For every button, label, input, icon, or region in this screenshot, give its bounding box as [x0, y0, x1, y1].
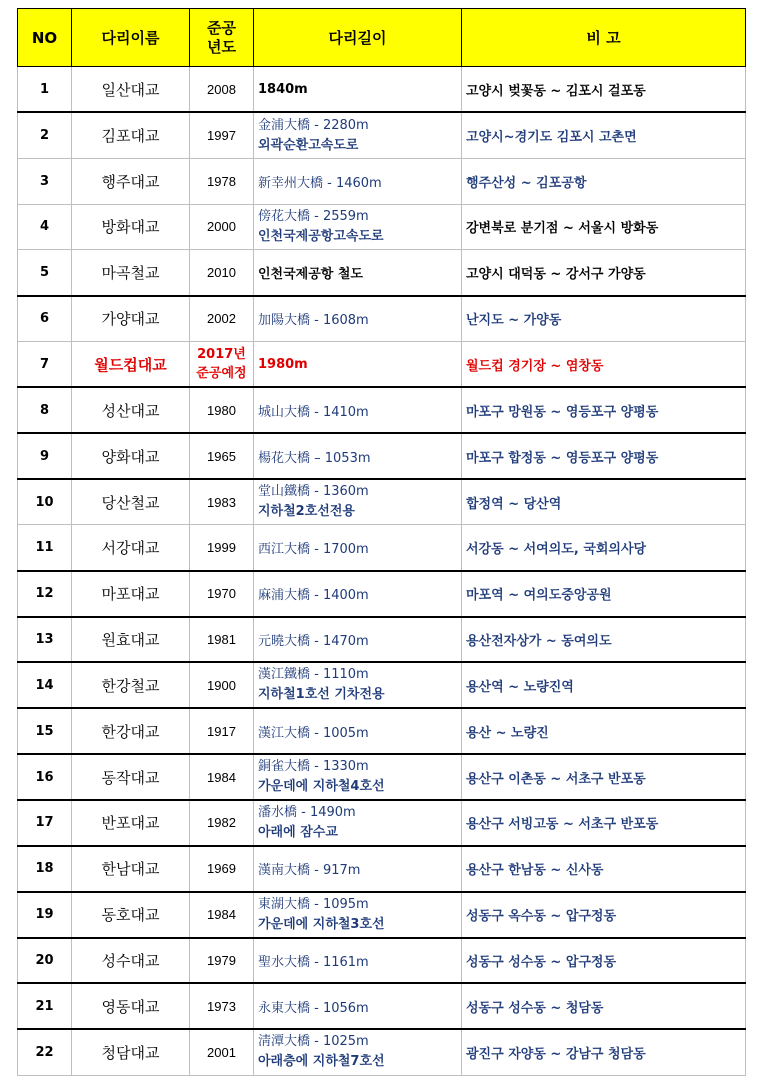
bridge-name: 청담대교 — [72, 1029, 190, 1075]
bridge-note: 용산 ~ 노량진 — [462, 708, 746, 754]
table-row — [18, 433, 746, 479]
completion-year: 1978 — [190, 158, 254, 204]
bridge-length-line1: 東湖大橋 - 1095m — [258, 896, 369, 912]
row-number: 15 — [18, 708, 72, 754]
bridge-name: 성수대교 — [72, 938, 190, 984]
bridge-note: 월드컵 경기장 ~ 염창동 — [462, 342, 746, 388]
completion-year: 1917 — [190, 708, 254, 754]
completion-year: 1969 — [190, 846, 254, 892]
completion-year-line1: 2017년 — [197, 347, 246, 363]
bridge-note: 성동구 옥수동 ~ 압구정동 — [462, 892, 746, 938]
header-year-line2: 년도 — [207, 37, 236, 56]
bridge-name: 반포대교 — [72, 800, 190, 846]
bridge-note: 용산전자상가 ~ 동여의도 — [462, 617, 746, 663]
table-row — [18, 67, 746, 113]
bridge-note: 강변북로 분기점 ~ 서울시 방화동 — [462, 204, 746, 250]
bridge-name: 월드컵대교 — [72, 342, 190, 388]
table-row — [18, 617, 746, 663]
bridge-length — [254, 754, 462, 800]
completion-year: 1997 — [190, 112, 254, 158]
bridge-name: 영동대교 — [72, 983, 190, 1029]
row-number: 6 — [18, 296, 72, 342]
row-number: 5 — [18, 250, 72, 296]
bridge-length-line1: 淸潭大橋 - 1025m — [258, 1034, 369, 1050]
completion-year: 1983 — [190, 479, 254, 525]
bridge-note: 고양시~경기도 김포시 고촌면 — [462, 112, 746, 158]
bridge-note: 용산구 이촌동 ~ 서초구 반포동 — [462, 754, 746, 800]
bridge-name: 마곡철교 — [72, 250, 190, 296]
bridge-length-line1: 銅雀大橋 - 1330m — [258, 759, 369, 775]
completion-year: 2008 — [190, 67, 254, 113]
row-number: 2 — [18, 112, 72, 158]
bridge-name: 가양대교 — [72, 296, 190, 342]
bridge-length: 元曉大橋 - 1470m — [254, 617, 462, 663]
bridge-note: 고양시 벚꽃동 ~ 김포시 걸포동 — [462, 67, 746, 113]
table-row — [18, 112, 746, 158]
row-number: 3 — [18, 158, 72, 204]
bridge-name: 한남대교 — [72, 846, 190, 892]
row-number: 9 — [18, 433, 72, 479]
bridge-length-line2: 가운데에 지하철3호선 — [258, 916, 385, 932]
row-number: 21 — [18, 983, 72, 1029]
table-row — [18, 662, 746, 708]
bridge-length: 麻浦大橋 - 1400m — [254, 571, 462, 617]
table-row — [18, 204, 746, 250]
completion-year: 1980 — [190, 387, 254, 433]
bridge-name: 양화대교 — [72, 433, 190, 479]
table-row — [18, 846, 746, 892]
bridge-note: 용산구 한남동 ~ 신사동 — [462, 846, 746, 892]
table-row — [18, 571, 746, 617]
header-no: NO — [18, 9, 72, 67]
row-number: 1 — [18, 67, 72, 113]
row-number: 20 — [18, 938, 72, 984]
row-number: 7 — [18, 342, 72, 388]
row-number: 19 — [18, 892, 72, 938]
completion-year: 2010 — [190, 250, 254, 296]
row-number: 14 — [18, 662, 72, 708]
row-number: 4 — [18, 204, 72, 250]
completion-year — [190, 342, 254, 388]
bridge-note: 광진구 자양동 ~ 강남구 청담동 — [462, 1029, 746, 1075]
row-number: 12 — [18, 571, 72, 617]
bridge-note: 행주산성 ~ 김포공항 — [462, 158, 746, 204]
bridge-length — [254, 1029, 462, 1075]
bridge-length-line2: 외곽순환고속도로 — [258, 137, 359, 153]
bridge-length-line2: 아래층에 지하철7호선 — [258, 1054, 385, 1070]
bridge-length — [254, 892, 462, 938]
bridge-length: 1840m — [254, 67, 462, 113]
bridge-length: 加陽大橋 - 1608m — [254, 296, 462, 342]
header-length: 다리길이 — [254, 9, 462, 67]
table-row — [18, 250, 746, 296]
bridge-note: 마포구 합정동 ~ 영등포구 양평동 — [462, 433, 746, 479]
bridge-note: 난지도 ~ 가양동 — [462, 296, 746, 342]
row-number: 16 — [18, 754, 72, 800]
bridge-name: 방화대교 — [72, 204, 190, 250]
completion-year: 1965 — [190, 433, 254, 479]
bridge-length-line1: 漢江鐵橋 - 1110m — [258, 667, 369, 683]
bridge-name: 성산대교 — [72, 387, 190, 433]
bridge-table-sheet — [17, 8, 746, 1076]
bridge-table — [17, 8, 746, 1076]
bridge-length — [254, 479, 462, 525]
table-row — [18, 479, 746, 525]
bridge-length: 聖水大橋 - 1161m — [254, 938, 462, 984]
completion-year-line2: 준공예정 — [196, 366, 247, 382]
row-number: 11 — [18, 525, 72, 571]
table-row — [18, 938, 746, 984]
header-year-line1: 준공 — [207, 18, 236, 37]
bridge-name: 김포대교 — [72, 112, 190, 158]
header-year — [190, 9, 254, 67]
table-row — [18, 892, 746, 938]
table-row — [18, 800, 746, 846]
bridge-length — [254, 800, 462, 846]
table-row — [18, 387, 746, 433]
bridge-length-line1: 潘水橋 - 1490m — [258, 804, 356, 820]
bridge-length-line2: 인천국제공항고속도로 — [258, 228, 384, 244]
completion-year: 1982 — [190, 800, 254, 846]
row-number: 8 — [18, 387, 72, 433]
completion-year: 1973 — [190, 983, 254, 1029]
bridge-length: 永東大橋 - 1056m — [254, 983, 462, 1029]
table-row — [18, 708, 746, 754]
bridge-name: 행주대교 — [72, 158, 190, 204]
row-number: 10 — [18, 479, 72, 525]
bridge-length: 楊花大橋 – 1053m — [254, 433, 462, 479]
bridge-length — [254, 662, 462, 708]
completion-year: 1984 — [190, 754, 254, 800]
bridge-name: 한강대교 — [72, 708, 190, 754]
bridge-note: 합정역 ~ 당산역 — [462, 479, 746, 525]
row-number: 17 — [18, 800, 72, 846]
completion-year: 1970 — [190, 571, 254, 617]
bridge-note: 고양시 대덕동 ~ 강서구 가양동 — [462, 250, 746, 296]
row-number: 13 — [18, 617, 72, 663]
bridge-length: 漢南大橋 - 917m — [254, 846, 462, 892]
bridge-length: 漢江大橋 - 1005m — [254, 708, 462, 754]
bridge-length — [254, 204, 462, 250]
header-note: 비 고 — [462, 9, 746, 67]
completion-year: 2001 — [190, 1029, 254, 1075]
bridge-name: 동호대교 — [72, 892, 190, 938]
table-row — [18, 525, 746, 571]
row-number: 18 — [18, 846, 72, 892]
table-row — [18, 342, 746, 388]
table-row — [18, 754, 746, 800]
bridge-length: 城山大橋 - 1410m — [254, 387, 462, 433]
completion-year: 2000 — [190, 204, 254, 250]
completion-year: 1984 — [190, 892, 254, 938]
bridge-name: 원효대교 — [72, 617, 190, 663]
bridge-note: 성동구 성수동 ~ 청담동 — [462, 983, 746, 1029]
bridge-length: 인천국제공항 철도 — [254, 250, 462, 296]
completion-year: 1999 — [190, 525, 254, 571]
bridge-note: 서강동 ~ 서여의도, 국회의사당 — [462, 525, 746, 571]
bridge-length: 西江大橋 - 1700m — [254, 525, 462, 571]
bridge-length: 1980m — [254, 342, 462, 388]
header-name: 다리이름 — [72, 9, 190, 67]
bridge-length-line2: 지하철1호선 기차전용 — [258, 687, 385, 703]
bridge-length — [254, 112, 462, 158]
bridge-length-line2: 가운데에 지하철4호선 — [258, 779, 385, 795]
table-row — [18, 1029, 746, 1075]
bridge-length-line2: 지하철2호선전용 — [258, 504, 355, 520]
bridge-name: 서강대교 — [72, 525, 190, 571]
bridge-note: 성동구 성수동 ~ 압구정동 — [462, 938, 746, 984]
table-row — [18, 296, 746, 342]
bridge-name: 동작대교 — [72, 754, 190, 800]
bridge-note: 마포구 망원동 ~ 영등포구 양평동 — [462, 387, 746, 433]
bridge-length-line1: 傍花大橋 - 2559m — [258, 208, 369, 224]
bridge-note: 용산역 ~ 노량진역 — [462, 662, 746, 708]
row-number: 22 — [18, 1029, 72, 1075]
bridge-length-line2: 아래에 잠수교 — [258, 824, 338, 840]
bridge-name: 당산철교 — [72, 479, 190, 525]
table-row — [18, 158, 746, 204]
header-row — [18, 9, 746, 67]
bridge-length: 新幸州大橋 - 1460m — [254, 158, 462, 204]
completion-year: 2002 — [190, 296, 254, 342]
completion-year: 1979 — [190, 938, 254, 984]
bridge-note: 용산구 서빙고동 ~ 서초구 반포동 — [462, 800, 746, 846]
completion-year: 1900 — [190, 662, 254, 708]
bridge-length-line1: 堂山鐵橋 - 1360m — [258, 484, 369, 500]
bridge-note: 마포역 ~ 여의도중앙공원 — [462, 571, 746, 617]
bridge-name: 마포대교 — [72, 571, 190, 617]
bridge-name: 한강철교 — [72, 662, 190, 708]
bridge-name: 일산대교 — [72, 67, 190, 113]
completion-year: 1981 — [190, 617, 254, 663]
bridge-length-line1: 金浦大橋 - 2280m — [258, 117, 369, 133]
table-row — [18, 983, 746, 1029]
